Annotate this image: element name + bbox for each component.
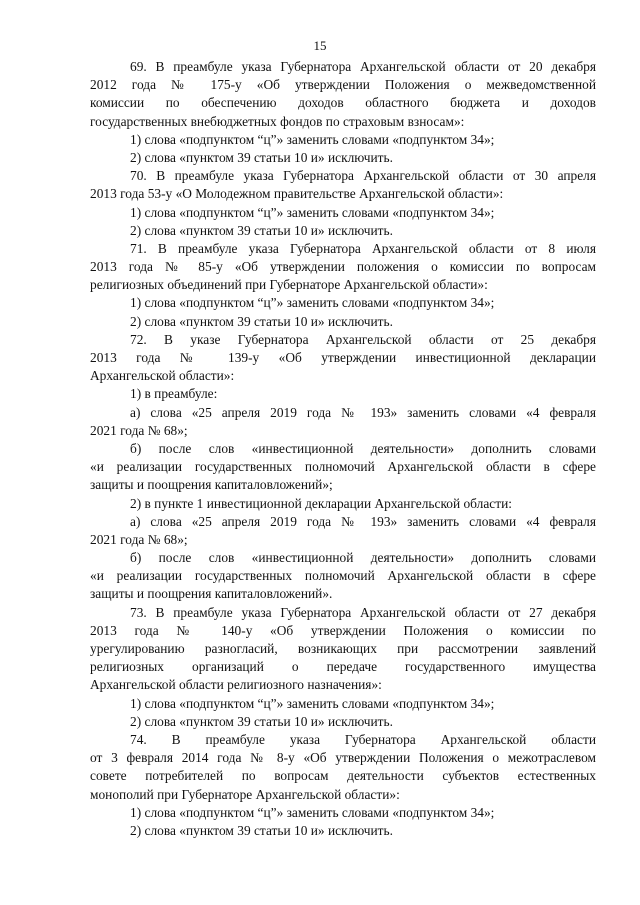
text-line: 2) слова «пунктом 39 статьи 10 и» исключить.: [130, 222, 393, 238]
text-line: 2013 года № 139-у «Об утверждении инвестиционной декларации: [90, 350, 596, 365]
text-line: 2) в пункте 1 инвестиционной декларации Архангельской области:: [130, 495, 512, 511]
text-line: Архангельской области религиозного назначения»:: [90, 677, 382, 693]
text-line: 2) слова «пунктом 39 статьи 10 и» исключить.: [130, 822, 393, 838]
text-line: «и реализации государственных полномочий Архангельской области в сфере: [90, 568, 596, 584]
text-line: 72. В указе Губернатора Архангельской области от 25 декабря: [130, 331, 596, 347]
text-line: 1) слова «подпунктом “ц”» заменить словами «подпунктом 34»;: [130, 204, 495, 220]
page-number: 15: [313, 38, 327, 53]
text-line: 2021 года № 68»;: [90, 422, 188, 438]
text-line: а) слова «25 апреля 2019 года № 193» заменить словами «4 февраля: [130, 513, 596, 529]
text-line: Архангельской области»:: [90, 368, 235, 384]
document-body: [90, 58, 596, 840]
text-line: государственных внебюджетных фондов по страховым взносам»:: [90, 113, 465, 129]
text-line: 2021 года № 68»;: [90, 531, 188, 547]
text-line: 74. В преамбуле указа Губернатора Архангельской области: [130, 731, 596, 747]
text-line: 1) в преамбуле:: [130, 386, 218, 402]
text-line: от 3 февраля 2014 года № 8-у «Об утверждении Положения о межотраслевом: [90, 750, 596, 766]
text-line: совете потребителей по вопросам деятельности субъектов естественных: [90, 768, 596, 784]
text-line: защиты и поощрения капиталовложений»;: [90, 477, 333, 493]
text-line: защиты и поощрения капиталовложений».: [90, 586, 333, 602]
text-line: 70. В преамбуле указа Губернатора Архангельской области от 30 апреля: [130, 168, 596, 184]
text-line: 2013 года 53-у «О Молодежном правительстве Архангельской области»:: [90, 186, 504, 202]
text-line: урегулированию разногласий, возникающих при рассмотрении заявлений: [90, 641, 596, 656]
text-line: 2) слова «пунктом 39 статьи 10 и» исключить.: [130, 149, 393, 165]
text-line: 2) слова «пунктом 39 статьи 10 и» исключить.: [130, 313, 393, 329]
text-line: а) слова «25 апреля 2019 года № 193» заменить словами «4 февраля: [130, 404, 596, 420]
text-line: «и реализации государственных полномочий Архангельской области в сфере: [90, 459, 596, 475]
text-line: религиозных организаций о передаче государственного имущества: [90, 659, 596, 675]
text-line: 1) слова «подпунктом “ц”» заменить словами «подпунктом 34»;: [130, 131, 495, 147]
text-line: 2) слова «пунктом 39 статьи 10 и» исключить.: [130, 713, 393, 729]
text-line: 1) слова «подпунктом “ц”» заменить словами «подпунктом 34»;: [130, 295, 495, 311]
text-line: 2012 года № 175-у «Об утверждении Положения о межведомственной: [90, 77, 596, 93]
text-line: 1) слова «подпунктом “ц”» заменить словами «подпунктом 34»;: [130, 804, 495, 820]
text-line: 1) слова «подпунктом “ц”» заменить словами «подпунктом 34»;: [130, 695, 495, 711]
text-line: 2013 года № 140-у «Об утверждении Положения о комиссии по: [90, 622, 596, 638]
text-line: монополий при Губернаторе Архангельской области»:: [90, 786, 400, 802]
text-line: 71. В преамбуле указа Губернатора Архангельской области от 8 июля: [130, 240, 596, 256]
text-line: 2013 года № 85-у «Об утверждении положения о комиссии по вопросам: [90, 259, 596, 275]
text-line: религиозных объединений при Губернаторе Архангельской области»:: [90, 277, 488, 293]
text-line: 69. В преамбуле указа Губернатора Архангельской области от 20 декабря: [130, 59, 596, 74]
text-line: б) после слов «инвестиционной деятельности» дополнить словами: [130, 440, 596, 456]
text-line: б) после слов «инвестиционной деятельности» дополнить словами: [130, 550, 596, 566]
text-line: 73. В преамбуле указа Губернатора Архангельской области от 27 декабря: [130, 604, 596, 620]
text-line: комиссии по обеспечению доходов областного бюджета и доходов: [90, 95, 596, 111]
